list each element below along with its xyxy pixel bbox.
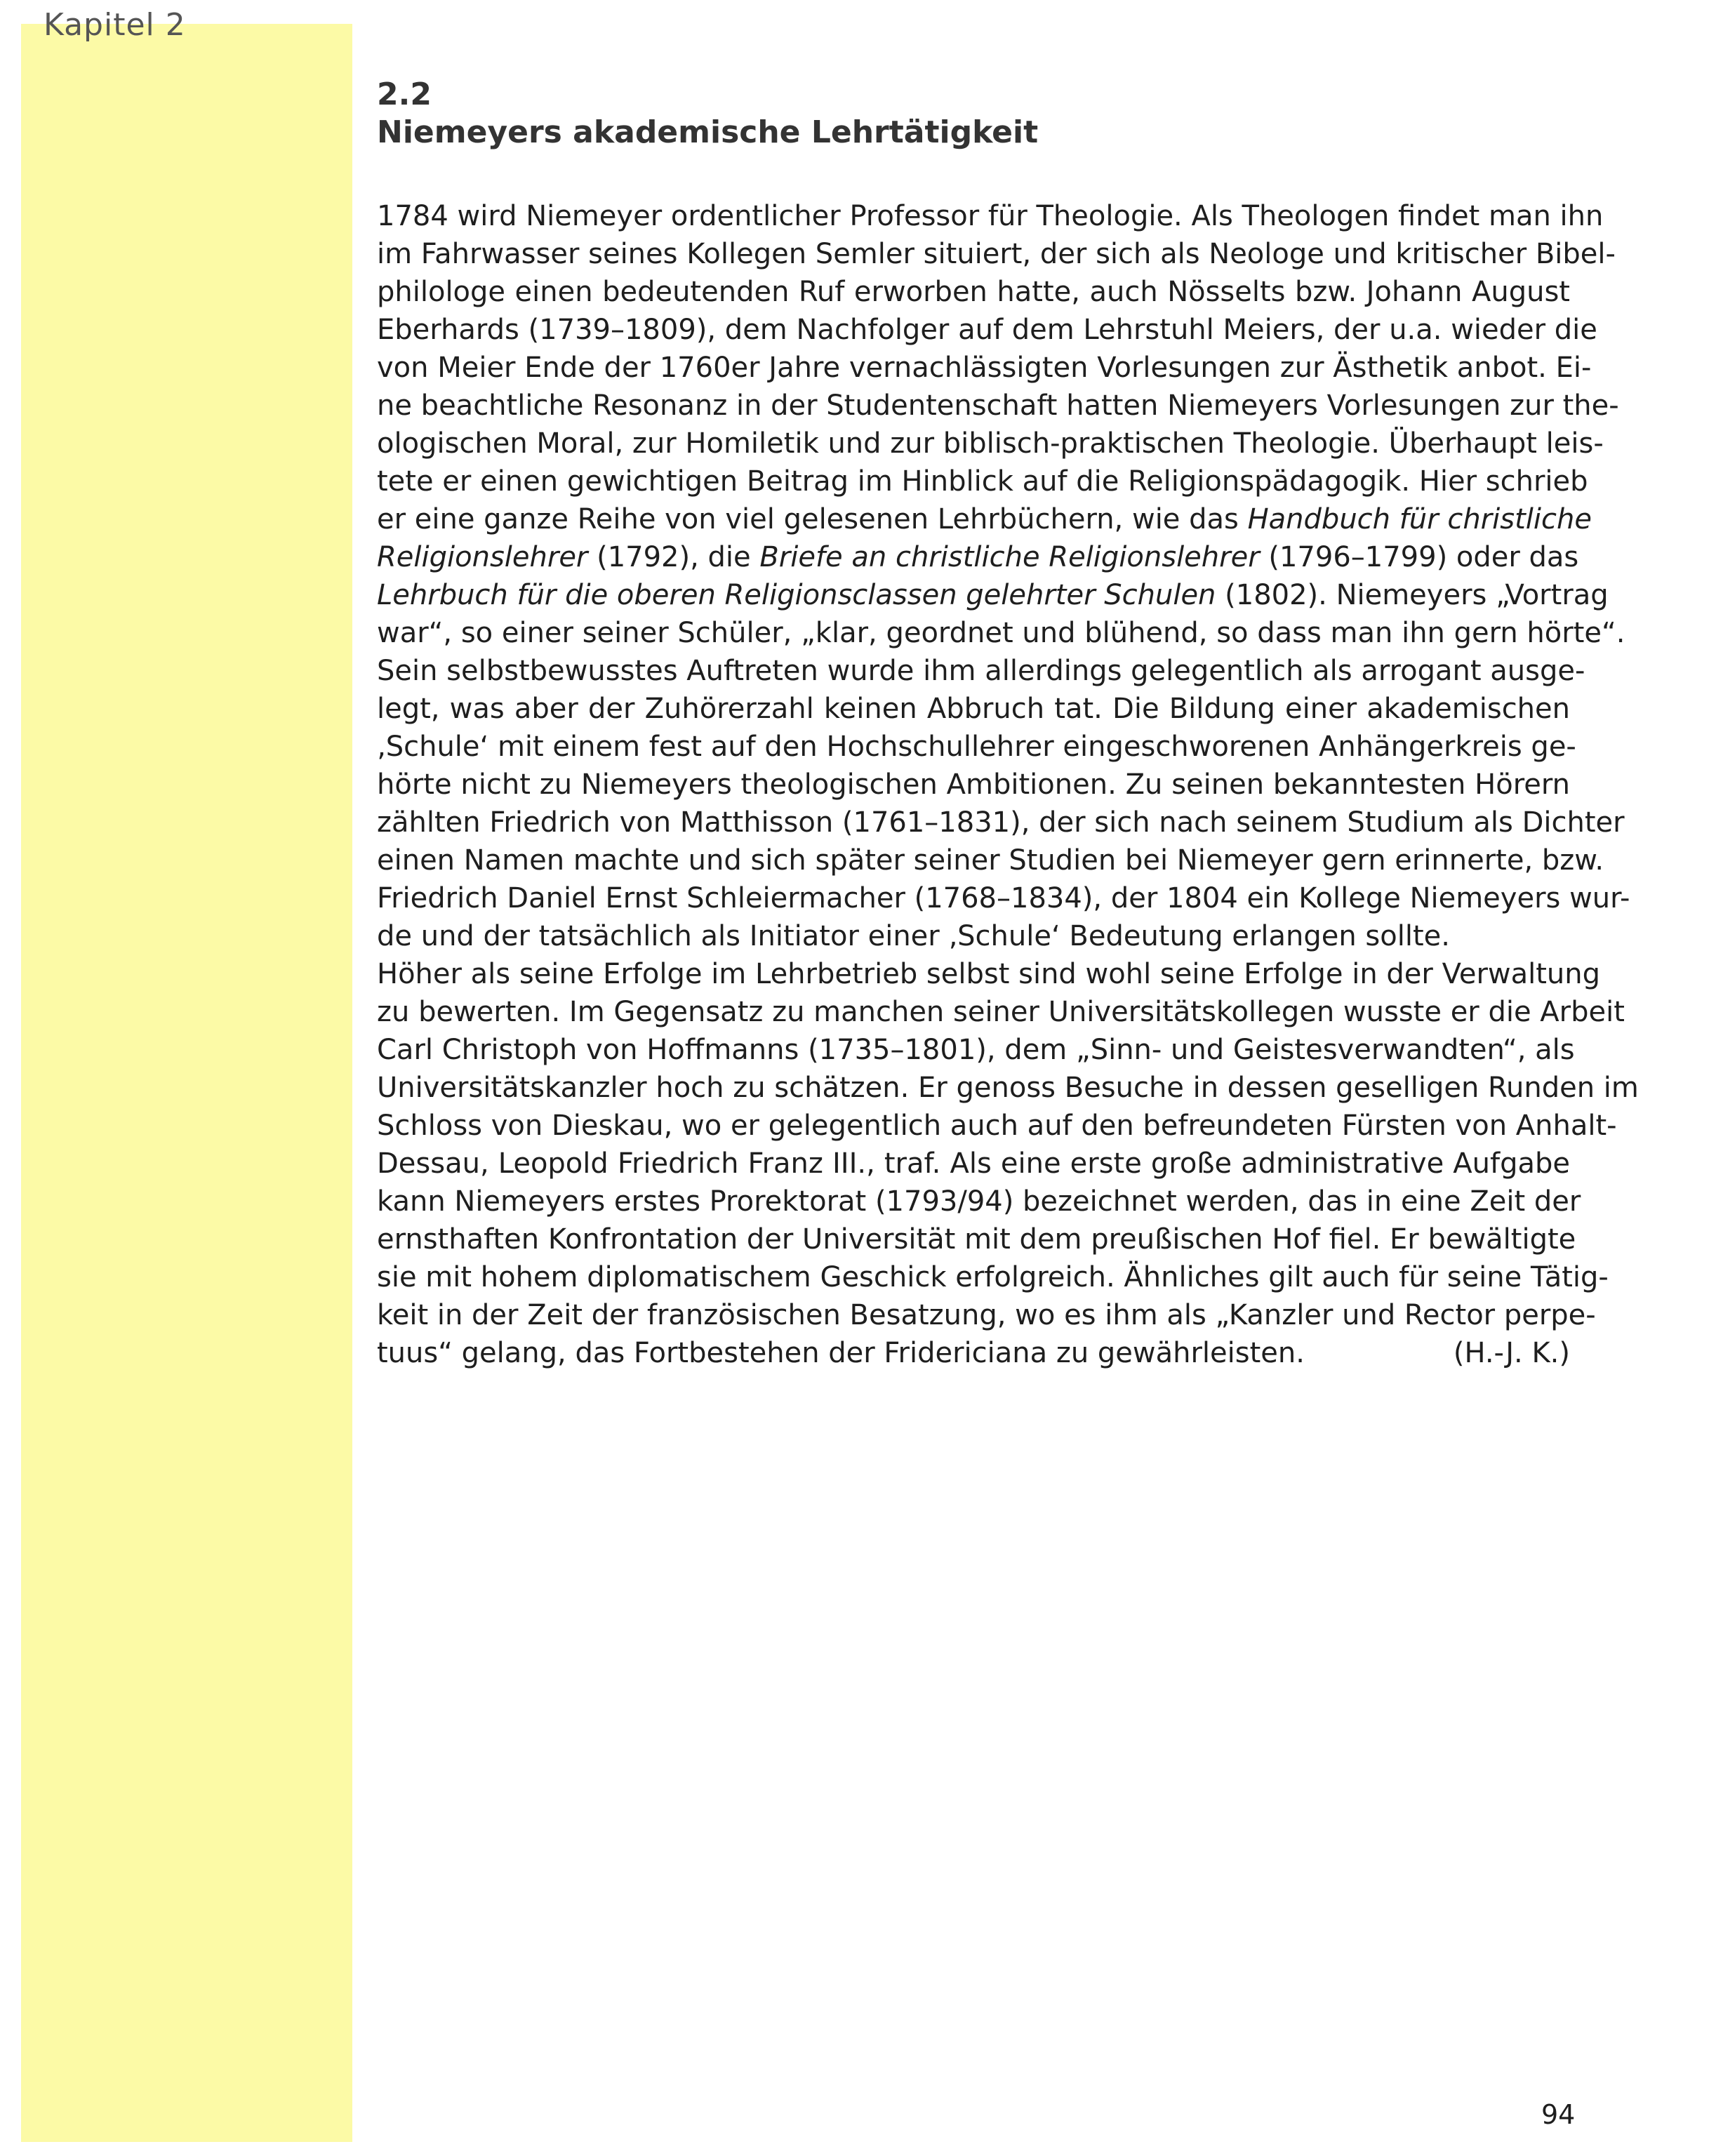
text-line: zählten Friedrich von Matthisson (1761–1831), der sich nach seinem Studium als Dichter (377, 806, 1625, 839)
book-title: Handbuch für christliche (1247, 503, 1592, 535)
text-line: ne beachtliche Resonanz in der Studentenschaft hatten Niemeyers Vorlesungen zur the- (377, 390, 1619, 422)
chapter-sidebar (21, 24, 352, 2142)
text-line: Schloss von Dieskau, wo er gelegentlich auch auf den befreundeten Fürsten von Anhalt- (377, 1110, 1617, 1142)
text-line: de und der tatsächlich als Initiator einer ‚Schule‘ Bedeutung erlangen sollte. (377, 920, 1450, 952)
text-line: ologischen Moral, zur Homiletik und zur biblisch-praktischen Theologie. Überhaupt leis- (377, 427, 1604, 460)
text-line: philologe einen bedeutenden Ruf erworben hatte, auch Nösselts bzw. Johann August (377, 276, 1570, 308)
text-line: legt, was aber der Zuhörerzahl keinen Abbruch tat. Die Bildung einer akademischen (377, 693, 1570, 725)
text-run: tuus“ gelang, das Fortbestehen der Fridericiana zu gewährleisten. (377, 1337, 1305, 1369)
text-line (377, 500, 1592, 538)
text-line: ernsthaften Konfrontation der Universität mit dem preußischen Hof fiel. Er bewältigte (377, 1223, 1576, 1256)
section-number: 2.2 (377, 76, 432, 112)
text-line: im Fahrwasser seines Kollegen Semler situiert, der sich als Neologe und kritischer Bibel- (377, 238, 1616, 270)
section-heading (377, 76, 1038, 152)
text-line: zu bewerten. Im Gegensatz zu manchen seiner Universitätskollegen wusste er die Arbeit (377, 996, 1625, 1028)
text-line: hörte nicht zu Niemeyers theologischen Ambitionen. Zu seinen bekanntesten Hörern (377, 768, 1570, 801)
text-run: (1792), die (587, 541, 760, 573)
book-title: Lehrbuch für die oberen Religionsclassen gelehrter Schulen (377, 579, 1216, 611)
text-line: ‚Schule‘ mit einem fest auf den Hochschullehrer eingeschworenen Anhängerkreis ge- (377, 731, 1576, 763)
text-line: Eberhards (1739–1809), dem Nachfolger auf dem Lehrstuhl Meiers, der u.a. wieder die (377, 314, 1597, 346)
text-line: keit in der Zeit der französischen Besatzung, wo es ihm als „Kanzler und Rector perpe- (377, 1299, 1596, 1331)
body-text (377, 197, 1639, 1372)
text-line: Universitätskanzler hoch zu schätzen. Er genoss Besuche in dessen geselligen Runden im (377, 1072, 1639, 1104)
text-line (377, 1334, 1570, 1372)
text-run: (1796–1799) oder das (1259, 541, 1579, 573)
book-title: Religionslehrer (377, 541, 588, 573)
text-line: 1784 wird Niemeyer ordentlicher Professor für Theologie. Als Theologen findet man ihn (377, 200, 1604, 232)
text-line: von Meier Ende der 1760er Jahre vernachlässigten Vorlesungen zur Ästhetik anbot. Ei- (377, 352, 1592, 384)
author-initials: (H.-J. K.) (1453, 1337, 1570, 1369)
text-line: einen Namen machte und sich später seiner Studien bei Niemeyer gern erinnerte, bzw. (377, 844, 1604, 877)
text-line (377, 576, 1609, 614)
text-run: (1802). Niemeyers „Vortrag (1216, 579, 1609, 611)
text-line: tete er einen gewichtigen Beitrag im Hinblick auf die Religionspädagogik. Hier schrieb (377, 465, 1588, 498)
text-run: er eine ganze Reihe von viel gelesenen Lehrbüchern, wie das (377, 503, 1248, 535)
text-line: Sein selbstbewusstes Auftreten wurde ihm allerdings gelegentlich als arrogant ausge- (377, 655, 1585, 687)
text-line: sie mit hohem diplomatischem Geschick erfolgreich. Ähnliches gilt auch für seine Tätig- (377, 1261, 1609, 1293)
book-title: Briefe an christliche Religionslehrer (759, 541, 1260, 573)
text-line: war“, so einer seiner Schüler, „klar, geordnet und blühend, so dass man ihn gern hörte“. (377, 617, 1625, 649)
text-line: Carl Christoph von Hoffmanns (1735–1801), dem „Sinn- und Geistesverwandten“, als (377, 1034, 1575, 1066)
section-title: Niemeyers akademische Lehrtätigkeit (377, 114, 1039, 150)
page-number: 94 (1541, 2099, 1576, 2130)
text-line: kann Niemeyers erstes Prorektorat (1793/94) bezeichnet werden, das in eine Zeit der (377, 1185, 1581, 1218)
text-line: Dessau, Leopold Friedrich Franz III., traf. Als eine erste große administrative Aufgabe (377, 1147, 1570, 1180)
text-line: Höher als seine Erfolge im Lehrbetrieb selbst sind wohl seine Erfolge in der Verwaltung (377, 958, 1601, 990)
text-line: Friedrich Daniel Ernst Schleiermacher (1768–1834), der 1804 ein Kollege Niemeyers wur- (377, 882, 1630, 914)
chapter-label: Kapitel 2 (44, 7, 186, 43)
text-line (377, 538, 1579, 576)
